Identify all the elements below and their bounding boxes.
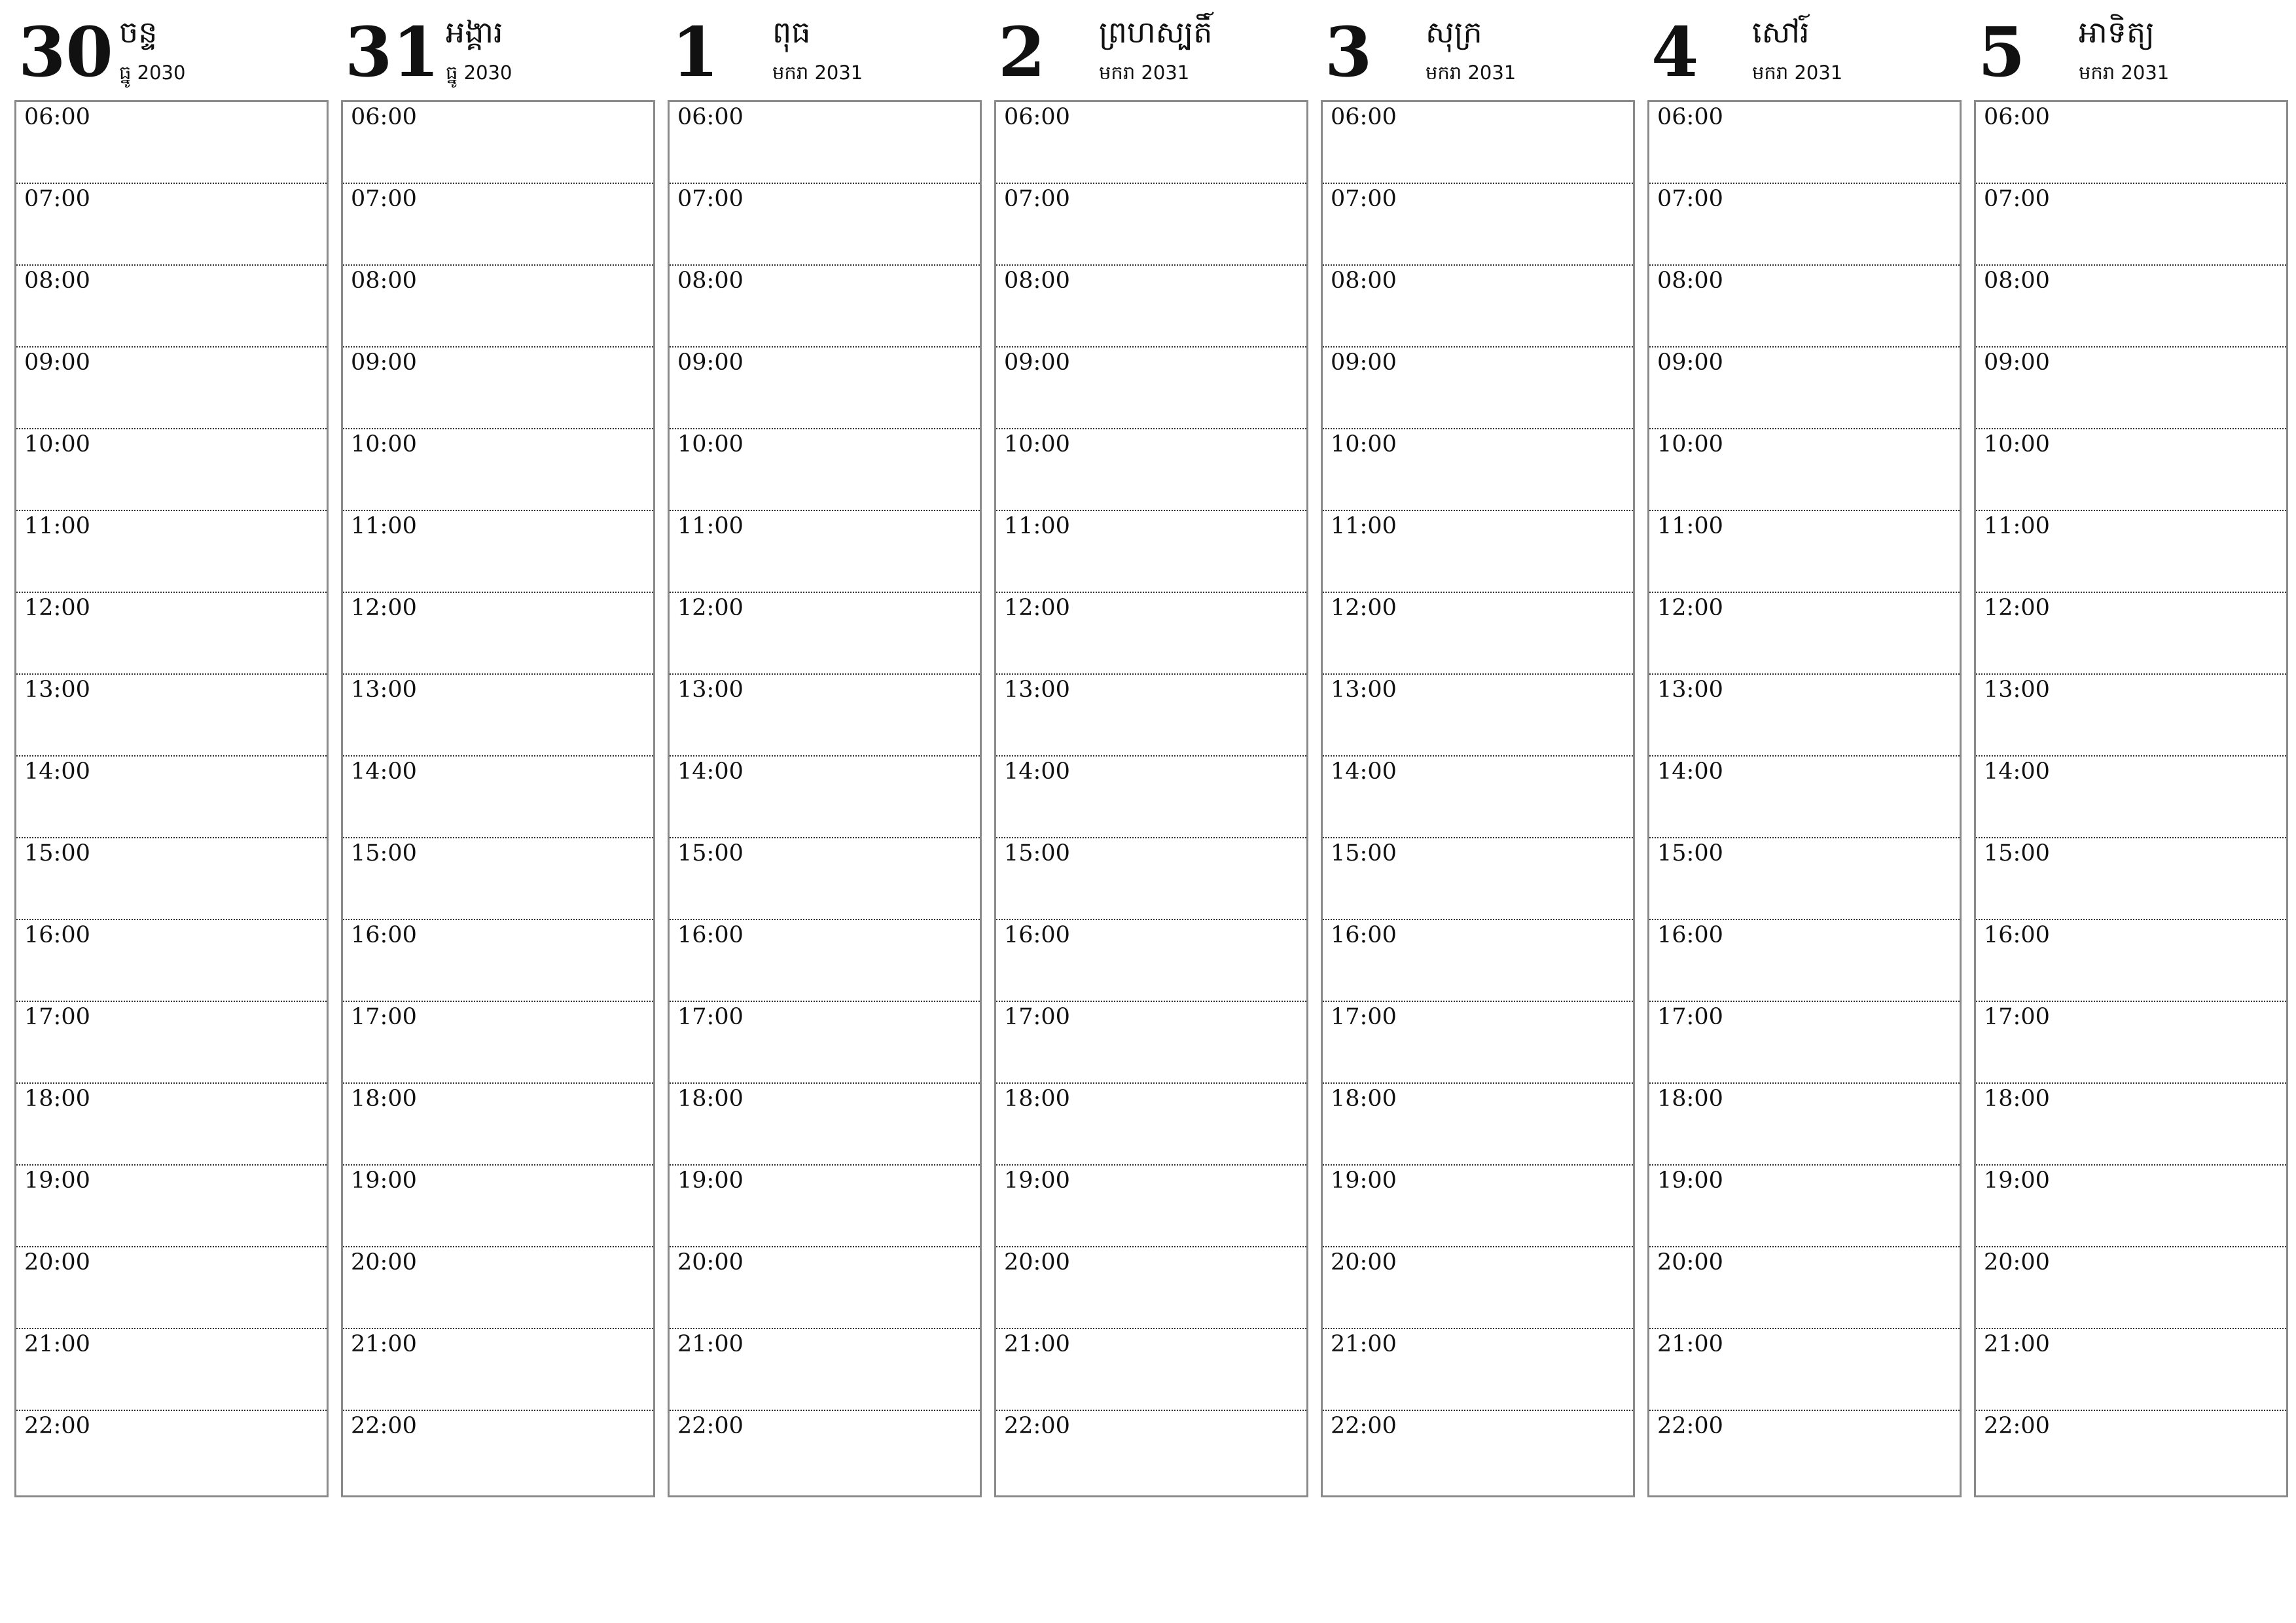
time-slot[interactable] [1976, 184, 2286, 266]
time-slot[interactable] [1976, 593, 2286, 675]
time-slot[interactable] [343, 757, 653, 838]
time-label: 22:00 [351, 1413, 417, 1439]
time-label: 06:00 [24, 104, 90, 130]
time-label: 17:00 [677, 1004, 744, 1030]
time-label: 08:00 [1657, 268, 1723, 294]
time-slot[interactable] [1323, 266, 1633, 348]
time-label: 15:00 [1657, 840, 1723, 866]
time-label: 20:00 [1004, 1249, 1070, 1275]
time-label: 19:00 [1657, 1168, 1723, 1194]
time-slot[interactable] [1649, 593, 1960, 675]
time-slot[interactable] [1649, 675, 1960, 757]
time-slot[interactable] [1323, 838, 1633, 920]
day-column [668, 12, 980, 1497]
time-label: 21:00 [1331, 1331, 1397, 1357]
time-label: 09:00 [1984, 349, 2050, 376]
time-label: 06:00 [1657, 104, 1723, 130]
time-label: 10:00 [677, 431, 744, 457]
time-slot[interactable] [996, 102, 1306, 184]
time-slot[interactable] [1323, 1329, 1633, 1411]
time-slot[interactable] [996, 593, 1306, 675]
time-label: 22:00 [24, 1413, 90, 1439]
time-label: 14:00 [677, 758, 744, 785]
time-label: 21:00 [1004, 1331, 1070, 1357]
day-header [668, 12, 980, 100]
time-label: 07:00 [351, 186, 417, 212]
time-label: 14:00 [351, 758, 417, 785]
time-slot[interactable] [1649, 1084, 1960, 1166]
time-slot[interactable] [1976, 348, 2286, 429]
time-label: 06:00 [677, 104, 744, 130]
time-slot[interactable] [996, 1411, 1306, 1493]
time-label: 08:00 [1331, 268, 1397, 294]
weekday-name: សៅរ៍ [1752, 14, 1810, 50]
weekday-name: ចន្ទ [119, 14, 158, 50]
day-schedule-box [994, 100, 1308, 1497]
time-label: 07:00 [1004, 186, 1070, 212]
time-label: 11:00 [677, 513, 744, 539]
time-label: 10:00 [351, 431, 417, 457]
time-label: 06:00 [1331, 104, 1397, 130]
time-slot[interactable] [1649, 429, 1960, 511]
time-label: 10:00 [1657, 431, 1723, 457]
time-label: 17:00 [1657, 1004, 1723, 1030]
time-label: 15:00 [1331, 840, 1397, 866]
time-label: 12:00 [1331, 595, 1397, 621]
day-schedule-box [668, 100, 982, 1497]
time-slot[interactable] [1649, 1002, 1960, 1084]
time-label: 11:00 [1984, 513, 2050, 539]
time-label: 22:00 [677, 1413, 744, 1439]
time-slot[interactable] [1649, 920, 1960, 1002]
time-slot[interactable] [343, 511, 653, 593]
time-slot[interactable] [16, 429, 327, 511]
time-slot[interactable] [670, 184, 980, 266]
time-label: 10:00 [1331, 431, 1397, 457]
time-slot[interactable] [996, 511, 1306, 593]
time-slot[interactable] [16, 1329, 327, 1411]
time-label: 16:00 [1984, 922, 2050, 948]
time-slot[interactable] [670, 838, 980, 920]
time-slot[interactable] [1976, 1166, 2286, 1247]
time-slot[interactable] [670, 1002, 980, 1084]
time-slot[interactable] [343, 1084, 653, 1166]
time-label: 16:00 [1331, 922, 1397, 948]
time-slot[interactable] [996, 1002, 1306, 1084]
day-column [341, 12, 654, 1497]
time-label: 21:00 [677, 1331, 744, 1357]
time-slot[interactable] [670, 593, 980, 675]
day-number: 3 [1325, 12, 1372, 92]
time-slot[interactable] [1976, 838, 2286, 920]
time-slot[interactable] [16, 1084, 327, 1166]
time-slot[interactable] [996, 1247, 1306, 1329]
time-slot[interactable] [16, 1411, 327, 1493]
day-header [1974, 12, 2287, 100]
time-label: 19:00 [351, 1168, 417, 1194]
time-label: 20:00 [1331, 1249, 1397, 1275]
time-slot[interactable] [16, 675, 327, 757]
day-column [1647, 12, 1960, 1497]
time-slot[interactable] [343, 1247, 653, 1329]
time-slot[interactable] [343, 593, 653, 675]
time-slot[interactable] [343, 266, 653, 348]
time-label: 22:00 [1331, 1413, 1397, 1439]
time-label: 10:00 [1984, 431, 2050, 457]
time-label: 19:00 [677, 1168, 744, 1194]
time-label: 07:00 [24, 186, 90, 212]
time-slot[interactable] [1649, 1411, 1960, 1493]
time-slot[interactable] [1976, 675, 2286, 757]
time-slot[interactable] [1323, 348, 1633, 429]
time-slot[interactable] [16, 348, 327, 429]
time-label: 18:00 [1331, 1086, 1397, 1112]
time-label: 21:00 [24, 1331, 90, 1357]
day-schedule-box [1647, 100, 1962, 1497]
day-schedule-box [341, 100, 655, 1497]
time-label: 14:00 [1004, 758, 1070, 785]
time-slot[interactable] [670, 1084, 980, 1166]
time-label: 08:00 [677, 268, 744, 294]
time-slot[interactable] [343, 838, 653, 920]
time-label: 15:00 [351, 840, 417, 866]
time-slot[interactable] [343, 184, 653, 266]
day-schedule-box [14, 100, 329, 1497]
month-year: មករា 2031 [1099, 62, 1190, 84]
time-slot[interactable] [1649, 348, 1960, 429]
month-year: ធ្នូ 2030 [119, 62, 186, 84]
time-slot[interactable] [996, 1084, 1306, 1166]
time-slot[interactable] [670, 1411, 980, 1493]
time-slot[interactable] [16, 920, 327, 1002]
time-slot[interactable] [1323, 184, 1633, 266]
time-label: 16:00 [1657, 922, 1723, 948]
time-slot[interactable] [996, 1166, 1306, 1247]
time-label: 19:00 [1331, 1168, 1397, 1194]
time-slot[interactable] [1323, 757, 1633, 838]
time-slot[interactable] [670, 1329, 980, 1411]
month-year: ធ្នូ 2030 [446, 62, 512, 84]
time-label: 12:00 [1004, 595, 1070, 621]
weekday-name: ពុធ [772, 14, 811, 50]
time-label: 06:00 [1984, 104, 2050, 130]
time-label: 22:00 [1984, 1413, 2050, 1439]
time-label: 07:00 [1984, 186, 2050, 212]
time-label: 08:00 [351, 268, 417, 294]
time-slot[interactable] [343, 675, 653, 757]
day-schedule-box [1974, 100, 2288, 1497]
time-label: 12:00 [677, 595, 744, 621]
time-label: 20:00 [1657, 1249, 1723, 1275]
time-label: 14:00 [1984, 758, 2050, 785]
time-slot[interactable] [1649, 1329, 1960, 1411]
time-label: 13:00 [1984, 677, 2050, 703]
time-label: 15:00 [1004, 840, 1070, 866]
day-column [14, 12, 327, 1497]
time-slot[interactable] [343, 920, 653, 1002]
time-label: 13:00 [1657, 677, 1723, 703]
day-header [14, 12, 327, 100]
time-slot[interactable] [996, 1329, 1306, 1411]
time-label: 19:00 [1984, 1168, 2050, 1194]
time-slot[interactable] [1976, 102, 2286, 184]
time-label: 07:00 [1331, 186, 1397, 212]
time-label: 20:00 [24, 1249, 90, 1275]
time-label: 20:00 [677, 1249, 744, 1275]
time-slot[interactable] [16, 266, 327, 348]
weekday-name: ព្រហស្បតិ៍ [1099, 14, 1213, 50]
time-slot[interactable] [996, 675, 1306, 757]
time-label: 13:00 [677, 677, 744, 703]
time-slot[interactable] [343, 429, 653, 511]
time-label: 09:00 [1657, 349, 1723, 376]
time-slot[interactable] [670, 102, 980, 184]
time-label: 09:00 [1331, 349, 1397, 376]
time-slot[interactable] [1649, 757, 1960, 838]
time-slot[interactable] [1323, 1411, 1633, 1493]
time-slot[interactable] [1976, 1084, 2286, 1166]
time-label: 18:00 [1657, 1086, 1723, 1112]
month-year: មករា 2031 [2079, 62, 2170, 84]
time-label: 19:00 [24, 1168, 90, 1194]
time-label: 15:00 [677, 840, 744, 866]
time-slot[interactable] [16, 511, 327, 593]
time-slot[interactable] [1649, 266, 1960, 348]
time-slot[interactable] [996, 266, 1306, 348]
time-slot[interactable] [16, 1247, 327, 1329]
month-year: មករា 2031 [1752, 62, 1843, 84]
time-label: 21:00 [1657, 1331, 1723, 1357]
time-slot[interactable] [996, 920, 1306, 1002]
time-label: 18:00 [351, 1086, 417, 1112]
time-label: 18:00 [677, 1086, 744, 1112]
time-slot[interactable] [1976, 1329, 2286, 1411]
time-label: 18:00 [24, 1086, 90, 1112]
time-label: 16:00 [351, 922, 417, 948]
time-label: 16:00 [1004, 922, 1070, 948]
time-slot[interactable] [1323, 920, 1633, 1002]
time-slot[interactable] [1976, 1411, 2286, 1493]
time-label: 08:00 [24, 268, 90, 294]
time-label: 09:00 [351, 349, 417, 376]
time-label: 09:00 [1004, 349, 1070, 376]
time-slot[interactable] [1323, 675, 1633, 757]
day-column [1974, 12, 2287, 1497]
time-label: 17:00 [1331, 1004, 1397, 1030]
time-label: 09:00 [24, 349, 90, 376]
time-label: 09:00 [677, 349, 744, 376]
time-label: 15:00 [1984, 840, 2050, 866]
time-label: 12:00 [24, 595, 90, 621]
weekday-name: អាទិត្យ [2079, 14, 2155, 50]
time-slot[interactable] [1976, 920, 2286, 1002]
day-number: 30 [18, 12, 113, 92]
time-label: 08:00 [1004, 268, 1070, 294]
time-label: 19:00 [1004, 1168, 1070, 1194]
day-number: 1 [672, 12, 719, 92]
time-label: 17:00 [1004, 1004, 1070, 1030]
time-slot[interactable] [1976, 1247, 2286, 1329]
day-header [1321, 12, 1634, 100]
day-header [341, 12, 654, 100]
time-label: 13:00 [24, 677, 90, 703]
time-slot[interactable] [996, 184, 1306, 266]
time-label: 11:00 [1004, 513, 1070, 539]
time-slot[interactable] [1649, 1247, 1960, 1329]
weekday-name: សុក្រ [1426, 14, 1482, 50]
day-number: 31 [345, 12, 440, 92]
time-label: 14:00 [1331, 758, 1397, 785]
day-column [994, 12, 1307, 1497]
time-slot[interactable] [16, 757, 327, 838]
time-slot[interactable] [16, 838, 327, 920]
time-label: 16:00 [677, 922, 744, 948]
time-slot[interactable] [1649, 511, 1960, 593]
month-year: មករា 2031 [1426, 62, 1516, 84]
time-label: 08:00 [1984, 268, 2050, 294]
time-label: 13:00 [1331, 677, 1397, 703]
time-label: 13:00 [1004, 677, 1070, 703]
time-slot[interactable] [1976, 757, 2286, 838]
time-label: 11:00 [24, 513, 90, 539]
time-slot[interactable] [16, 184, 327, 266]
time-label: 12:00 [1657, 595, 1723, 621]
time-label: 06:00 [351, 104, 417, 130]
time-label: 10:00 [1004, 431, 1070, 457]
time-slot[interactable] [1649, 184, 1960, 266]
day-header [1647, 12, 1960, 100]
day-column [1321, 12, 1634, 1497]
time-slot[interactable] [670, 757, 980, 838]
time-slot[interactable] [670, 348, 980, 429]
time-slot[interactable] [670, 266, 980, 348]
time-slot[interactable] [16, 593, 327, 675]
time-slot[interactable] [1323, 511, 1633, 593]
time-slot[interactable] [996, 757, 1306, 838]
time-label: 13:00 [351, 677, 417, 703]
time-label: 17:00 [24, 1004, 90, 1030]
time-label: 14:00 [1657, 758, 1723, 785]
time-label: 10:00 [24, 431, 90, 457]
time-label: 16:00 [24, 922, 90, 948]
time-slot[interactable] [1323, 593, 1633, 675]
time-slot[interactable] [670, 511, 980, 593]
time-label: 18:00 [1984, 1086, 2050, 1112]
time-slot[interactable] [1323, 1002, 1633, 1084]
time-label: 12:00 [351, 595, 417, 621]
weekday-name: អង្គារ [446, 14, 503, 50]
time-slot[interactable] [996, 348, 1306, 429]
time-label: 11:00 [1657, 513, 1723, 539]
time-slot[interactable] [996, 429, 1306, 511]
time-label: 14:00 [24, 758, 90, 785]
month-year: មករា 2031 [772, 62, 863, 84]
time-label: 11:00 [351, 513, 417, 539]
time-label: 20:00 [351, 1249, 417, 1275]
time-label: 07:00 [677, 186, 744, 212]
time-slot[interactable] [1323, 429, 1633, 511]
time-label: 06:00 [1004, 104, 1070, 130]
time-slot[interactable] [343, 102, 653, 184]
time-slot[interactable] [1323, 1084, 1633, 1166]
time-slot[interactable] [1976, 429, 2286, 511]
time-label: 18:00 [1004, 1086, 1070, 1112]
time-slot[interactable] [670, 920, 980, 1002]
time-slot[interactable] [1323, 102, 1633, 184]
time-slot[interactable] [16, 102, 327, 184]
weekly-planner [14, 12, 2287, 1497]
time-label: 11:00 [1331, 513, 1397, 539]
time-slot[interactable] [1323, 1166, 1633, 1247]
time-slot[interactable] [343, 348, 653, 429]
time-label: 15:00 [24, 840, 90, 866]
day-number: 2 [998, 12, 1046, 92]
time-label: 12:00 [1984, 595, 2050, 621]
time-label: 17:00 [351, 1004, 417, 1030]
time-label: 21:00 [351, 1331, 417, 1357]
time-slot[interactable] [1649, 1166, 1960, 1247]
time-slot[interactable] [670, 1166, 980, 1247]
time-label: 20:00 [1984, 1249, 2050, 1275]
time-slot[interactable] [1649, 838, 1960, 920]
time-slot[interactable] [16, 1166, 327, 1247]
time-label: 22:00 [1004, 1413, 1070, 1439]
time-slot[interactable] [670, 1247, 980, 1329]
time-slot[interactable] [1976, 511, 2286, 593]
time-slot[interactable] [343, 1166, 653, 1247]
time-label: 07:00 [1657, 186, 1723, 212]
time-label: 22:00 [1657, 1413, 1723, 1439]
time-slot[interactable] [670, 429, 980, 511]
time-slot[interactable] [1976, 266, 2286, 348]
time-slot[interactable] [343, 1329, 653, 1411]
time-slot[interactable] [343, 1002, 653, 1084]
time-slot[interactable] [670, 675, 980, 757]
time-slot[interactable] [16, 1002, 327, 1084]
time-label: 17:00 [1984, 1004, 2050, 1030]
day-number: 4 [1651, 12, 1699, 92]
day-schedule-box [1321, 100, 1635, 1497]
time-slot[interactable] [343, 1411, 653, 1493]
time-slot[interactable] [996, 838, 1306, 920]
time-label: 21:00 [1984, 1331, 2050, 1357]
time-slot[interactable] [1976, 1002, 2286, 1084]
time-slot[interactable] [1323, 1247, 1633, 1329]
time-slot[interactable] [1649, 102, 1960, 184]
day-number: 5 [1978, 12, 2026, 92]
day-header [994, 12, 1307, 100]
